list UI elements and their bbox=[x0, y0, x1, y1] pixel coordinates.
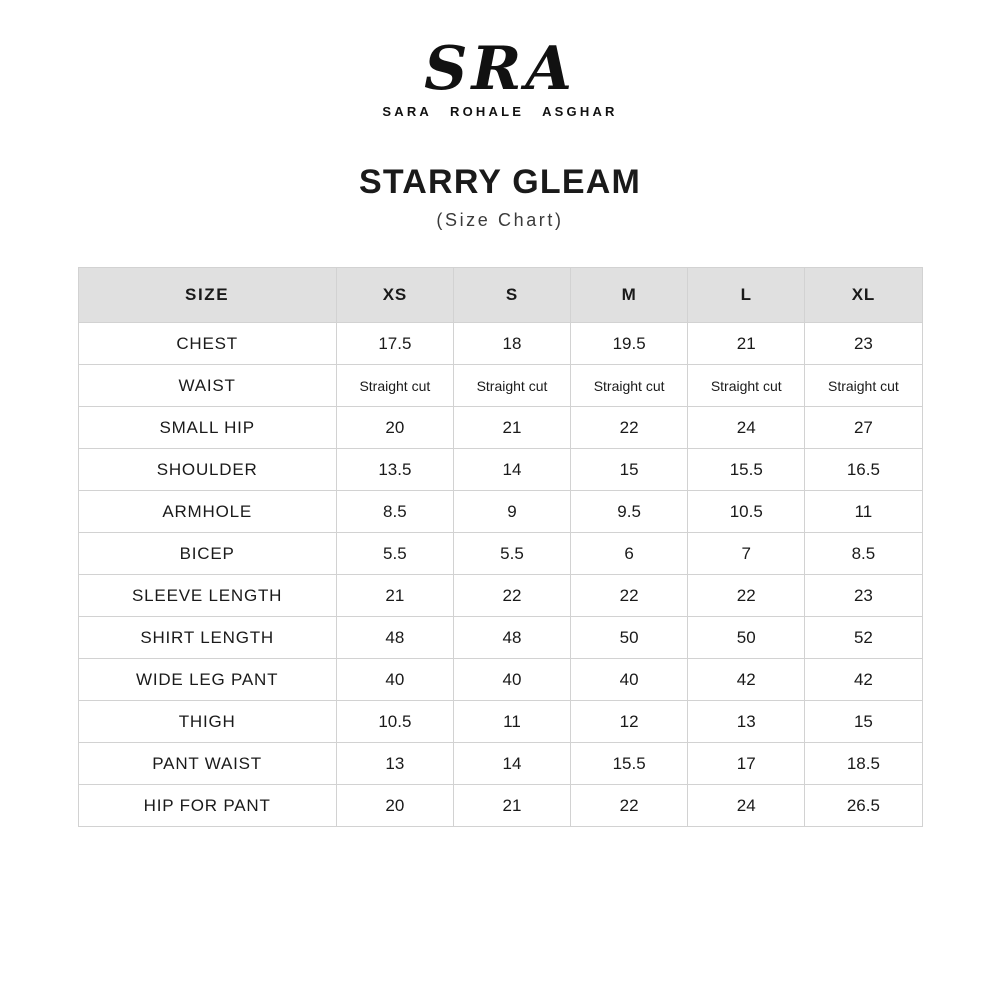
table-cell: 22 bbox=[571, 785, 688, 827]
table-row bbox=[78, 659, 922, 701]
table-cell: 13 bbox=[688, 701, 805, 743]
table-row-label: SHOULDER bbox=[78, 449, 336, 491]
table-row bbox=[78, 617, 922, 659]
table-cell: 40 bbox=[336, 659, 453, 701]
table-cell: 24 bbox=[688, 407, 805, 449]
table-cell: 21 bbox=[453, 407, 570, 449]
table-cell: 8.5 bbox=[805, 533, 922, 575]
table-row-label: PANT WAIST bbox=[78, 743, 336, 785]
table-cell: 11 bbox=[805, 491, 922, 533]
page-title: STARRY GLEAM bbox=[358, 163, 641, 201]
table-cell: 5.5 bbox=[336, 533, 453, 575]
table-cell: 10.5 bbox=[336, 701, 453, 743]
table-cell: 17 bbox=[688, 743, 805, 785]
brand-wordmark bbox=[0, 104, 1000, 119]
size-chart-table-wrapper bbox=[78, 267, 923, 827]
table-row-label: BICEP bbox=[78, 533, 336, 575]
table-cell: 40 bbox=[453, 659, 570, 701]
table-cell: 23 bbox=[805, 575, 922, 617]
table-cell: 21 bbox=[336, 575, 453, 617]
table-cell: Straight cut bbox=[688, 365, 805, 407]
table-cell: 20 bbox=[336, 785, 453, 827]
table-cell: 52 bbox=[805, 617, 922, 659]
table-cell: Straight cut bbox=[453, 365, 570, 407]
table-row bbox=[78, 407, 922, 449]
table-cell: 27 bbox=[805, 407, 922, 449]
table-body bbox=[78, 323, 922, 827]
table-header-s: S bbox=[453, 268, 570, 323]
table-cell: 21 bbox=[688, 323, 805, 365]
table-cell: 15 bbox=[805, 701, 922, 743]
table-cell: 50 bbox=[688, 617, 805, 659]
table-row bbox=[78, 449, 922, 491]
size-chart-table bbox=[78, 267, 923, 827]
table-cell: 8.5 bbox=[336, 491, 453, 533]
table-row-label: SMALL HIP bbox=[78, 407, 336, 449]
table-cell: 6 bbox=[571, 533, 688, 575]
table-row bbox=[78, 533, 922, 575]
table-header-m: M bbox=[571, 268, 688, 323]
table-header-xs: XS bbox=[336, 268, 453, 323]
table-cell: 15.5 bbox=[571, 743, 688, 785]
table-cell: 21 bbox=[453, 785, 570, 827]
table-row bbox=[78, 323, 922, 365]
brand-word-2: ROHALE bbox=[450, 104, 525, 119]
table-row-label: HIP FOR PANT bbox=[78, 785, 336, 827]
table-cell: Straight cut bbox=[805, 365, 922, 407]
table-cell: 5.5 bbox=[453, 533, 570, 575]
table-cell: 23 bbox=[805, 323, 922, 365]
table-row bbox=[78, 785, 922, 827]
table-cell: 17.5 bbox=[336, 323, 453, 365]
table-cell: 48 bbox=[453, 617, 570, 659]
table-cell: 20 bbox=[336, 407, 453, 449]
table-cell: 9.5 bbox=[571, 491, 688, 533]
table-row bbox=[78, 491, 922, 533]
table-row bbox=[78, 743, 922, 785]
table-row-label: CHEST bbox=[78, 323, 336, 365]
table-cell: 22 bbox=[571, 575, 688, 617]
table-row-label: ARMHOLE bbox=[78, 491, 336, 533]
table-cell: 18 bbox=[453, 323, 570, 365]
table-cell: 24 bbox=[688, 785, 805, 827]
table-cell: 22 bbox=[688, 575, 805, 617]
table-cell: 15 bbox=[571, 449, 688, 491]
table-row-label: WAIST bbox=[78, 365, 336, 407]
table-cell: 16.5 bbox=[805, 449, 922, 491]
table-cell: 42 bbox=[805, 659, 922, 701]
table-cell: 11 bbox=[453, 701, 570, 743]
table-row-label: SLEEVE LENGTH bbox=[78, 575, 336, 617]
table-cell: 22 bbox=[571, 407, 688, 449]
table-row bbox=[78, 365, 922, 407]
table-cell: 13 bbox=[336, 743, 453, 785]
table-row bbox=[78, 701, 922, 743]
table-cell: 50 bbox=[571, 617, 688, 659]
table-cell: 9 bbox=[453, 491, 570, 533]
table-cell: 18.5 bbox=[805, 743, 922, 785]
table-header-xl: XL bbox=[805, 268, 922, 323]
table-header-row bbox=[78, 268, 922, 323]
table-cell: 19.5 bbox=[571, 323, 688, 365]
brand-word-3: ASGHAR bbox=[542, 104, 618, 119]
table-cell: Straight cut bbox=[336, 365, 453, 407]
table-cell: 48 bbox=[336, 617, 453, 659]
table-cell: 14 bbox=[453, 449, 570, 491]
table-cell: 40 bbox=[571, 659, 688, 701]
table-row-label: WIDE LEG PANT bbox=[78, 659, 336, 701]
table-header bbox=[78, 268, 922, 323]
table-header-size: SIZE bbox=[78, 268, 336, 323]
table-cell: 13.5 bbox=[336, 449, 453, 491]
table-cell: 15.5 bbox=[688, 449, 805, 491]
table-cell: 12 bbox=[571, 701, 688, 743]
table-cell: 42 bbox=[688, 659, 805, 701]
brand-monogram: SRA bbox=[424, 34, 576, 104]
table-row-label: SHIRT LENGTH bbox=[78, 617, 336, 659]
table-row-label: THIGH bbox=[78, 701, 336, 743]
table-cell: Straight cut bbox=[571, 365, 688, 407]
table-cell: 22 bbox=[453, 575, 570, 617]
table-cell: 26.5 bbox=[805, 785, 922, 827]
table-cell: 10.5 bbox=[688, 491, 805, 533]
brand-logo bbox=[0, 0, 1000, 119]
brand-word-1: SARA bbox=[382, 104, 432, 119]
table-header-l: L bbox=[688, 268, 805, 323]
table-row bbox=[78, 575, 922, 617]
table-cell: 14 bbox=[453, 743, 570, 785]
table-cell: 7 bbox=[688, 533, 805, 575]
page-subtitle: (Size Chart) bbox=[436, 210, 564, 230]
